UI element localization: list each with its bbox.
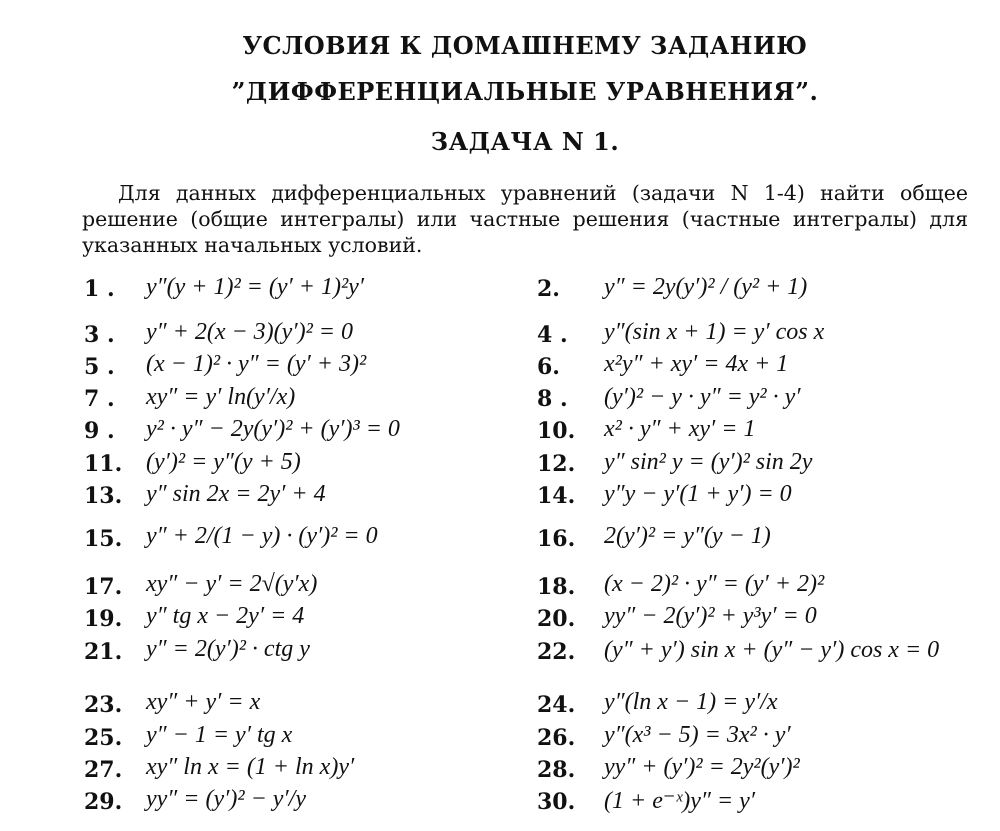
problem-equation: xy″ = y′ ln(y′/x) [146,384,296,410]
problem-equation: x²y″ + xy′ = 4x + 1 [604,351,789,377]
problem-number: 3 . [84,322,115,348]
problem-number: 11. [84,451,123,477]
problem-number: 14. [537,483,576,509]
problem-equation: y″ + 2(x − 3)(y′)² = 0 [146,319,353,345]
problem-equation: (y″ + y′) sin x + (y″ − y′) cos x = 0 [604,637,940,663]
problem-number: 17. [84,574,123,600]
problem-number: 13. [84,483,123,509]
problem-equation: y″ − 1 = y′ tg x [146,722,293,748]
problem-number: 21. [84,639,123,665]
problem-number: 23. [84,692,123,718]
problem-number: 25. [84,725,123,751]
problem-equation: y″ = 2(y′)² · ctg y [146,636,310,662]
problem-number: 16. [537,526,576,552]
problem-equation: (y′)² − y · y″ = y² · y′ [604,384,801,410]
problem-equation: xy″ + y′ = x [146,689,261,715]
problem-number: 5 . [84,354,115,380]
problem-number: 4 . [537,322,568,348]
problem-number: 29. [84,789,123,815]
problem-equation: xy″ − y′ = 2√(y′x) [146,571,318,597]
doc-title-line-1: УСЛОВИЯ К ДОМАШНЕМУ ЗАДАНИЮ [242,31,808,60]
problem-equation: yy″ + (y′)² = 2y²(y′)² [604,754,800,780]
problem-equation: yy″ = (y′)² − y′/y [146,786,306,812]
problem-number: 2. [537,276,560,302]
problem-number: 24. [537,692,576,718]
problem-equation: y² · y″ − 2y(y′)² + (y′)³ = 0 [146,416,400,442]
problem-equation: y″y − y′(1 + y′) = 0 [604,481,792,507]
problem-equation: (x − 2)² · y″ = (y′ + 2)² [604,571,825,597]
problem-equation: y″ sin 2x = 2y′ + 4 [146,481,326,507]
task-description: Для данных дифференциальных уравнений (задачи N 1-4) найти общее решение (общие интегралы) или частные решения (частные интегралы) для указанных начальных условий. [82,181,968,257]
problem-equation: y″(y + 1)² = (y′ + 1)²y′ [146,274,365,300]
problem-equation: xy″ ln x = (1 + ln x)y′ [146,754,355,780]
problem-equation: y″(x³ − 5) = 3x² · y′ [604,722,791,748]
task-heading: ЗАДАЧА N 1. [430,127,620,156]
problem-equation: y″(sin x + 1) = y′ cos x [604,319,825,345]
problem-equation: x² · y″ + xy′ = 1 [604,416,756,442]
problem-number: 1 . [84,276,115,302]
problem-equation: y″ tg x − 2y′ = 4 [146,603,305,629]
problem-number: 26. [537,725,576,751]
problem-number: 9 . [84,418,115,444]
problem-number: 28. [537,757,576,783]
problem-equation: (y′)² = y″(y + 5) [146,449,301,475]
problem-number: 6. [537,354,560,380]
problem-equation: y″(ln x − 1) = y′/x [604,689,778,715]
problem-number: 19. [84,606,123,632]
problem-equation: y″ = 2y(y′)² / (y² + 1) [604,274,808,300]
problem-number: 20. [537,606,576,632]
problem-equation: (1 + e⁻ˣ)y″ = y′ [604,788,756,814]
problem-number: 8 . [537,386,568,412]
problem-equation: yy″ − 2(y′)² + y³y′ = 0 [604,603,817,629]
problem-equation: y″ + 2/(1 − y) · (y′)² = 0 [146,523,378,549]
doc-title-line-2: ”ДИФФЕРЕНЦИАЛЬНЫЕ УРАВНЕНИЯ”. [231,77,819,106]
problem-number: 15. [84,526,123,552]
problem-number: 10. [537,418,576,444]
problem-equation: 2(y′)² = y″(y − 1) [604,523,771,549]
problem-number: 12. [537,451,576,477]
problem-number: 22. [537,639,576,665]
problem-equation: y″ sin² y = (y′)² sin 2y [604,449,813,475]
problem-equation: (x − 1)² · y″ = (y′ + 3)² [146,351,367,377]
problem-number: 7 . [84,386,115,412]
problem-number: 30. [537,789,576,815]
problem-number: 27. [84,757,123,783]
problem-number: 18. [537,574,576,600]
